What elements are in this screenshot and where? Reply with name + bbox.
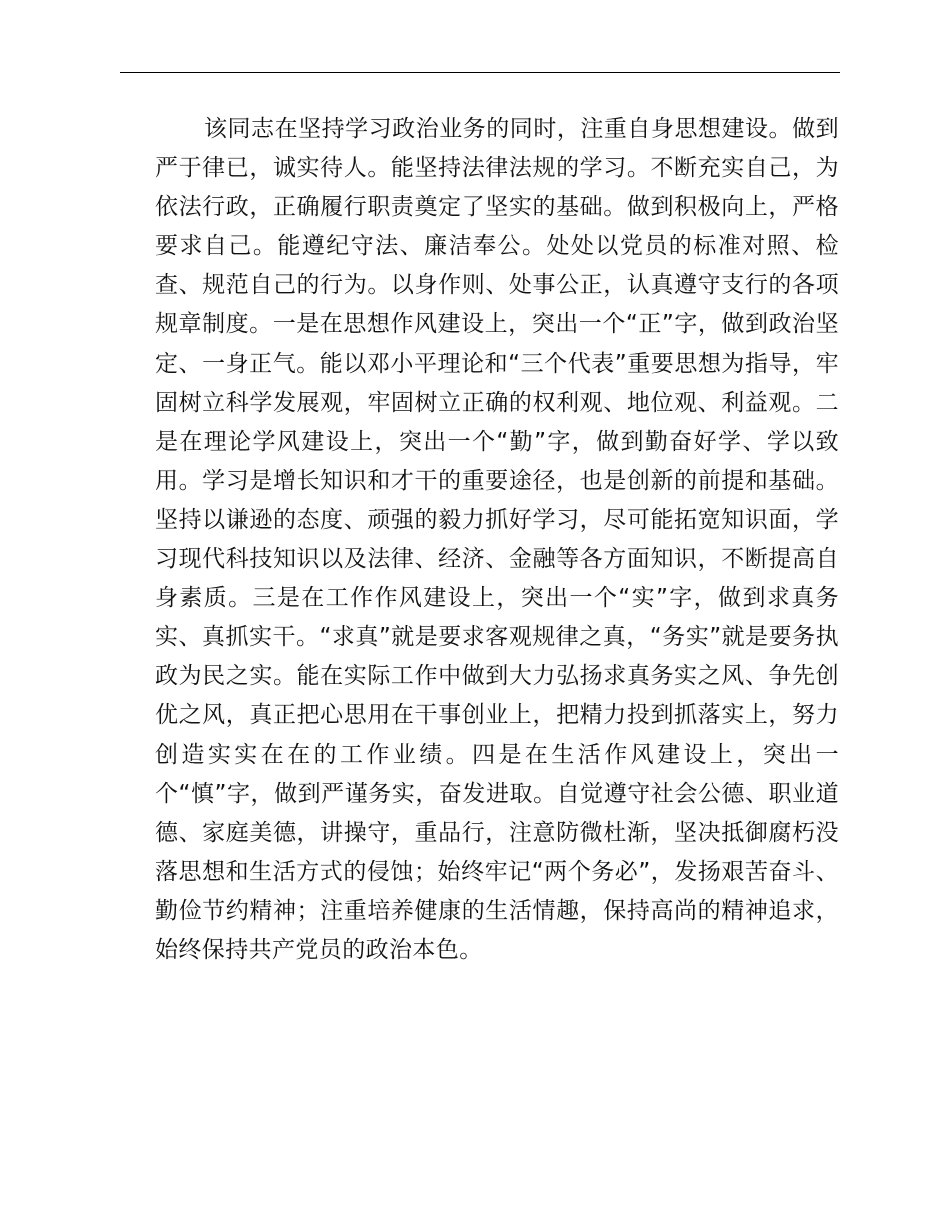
body-paragraph: 该同志在坚持学习政治业务的同时，注重自身思想建设。做到严于律已，诚实待人。能坚持法律法规的学习。不断充实自己，为依法行政，正确履行职责奠定了坚实的基础。做到积极向上，严格要求自己。能遵纪守法、廉洁奉公。处处以党员的标准对照、检查、规范自己的行为。以身作则、处事公正，认真遵守支行的各项规章制度。一是在思想作风建设上，突出一个“正”字，做到政治坚定、一身正气。能以邓小平理论和“三个代表”重要思想为指导，牢固树立科学发展观，牢固树立正确的权利观、地位观、利益观。二是在理论学风建设上，突出一个“勤”字，做到勤奋好学、学以致用。学习是增长知识和才干的重要途径，也是创新的前提和基础。坚持以谦逊的态度、顽强的毅力抓好学习，尽可能拓宽知识面，学习现代科技知识以及法律、经济、金融等各方面知识，不断提高自身素质。三是在工作作风建设上，突出一个“实”字，做到求真务实、真抓实干。“求真”就是要求客观规律之真，“务实”就是要务执政为民之实。能在实际工作中做到大力弘扬求真务实之风、争先创优之风，真正把心思用在干事创业上，把精力投到抓落实上，努力创造实实在在的工作业绩。四是在生活作风建设上，突出一个“慎”字，做到严谨务实，奋发进取。自觉遵守社会公德、职业道德、家庭美德，讲操守，重品行，注意防微杜渐，坚决抵御腐朽没落思想和生活方式的侵蚀；始终牢记“两个务必”，发扬艰苦奋斗、勤俭节约精神；注重培养健康的生活情趣，保持高尚的精神追求，始终保持共产党员的政治本色。	[155, 116, 839, 963]
header-rule	[120, 72, 840, 73]
